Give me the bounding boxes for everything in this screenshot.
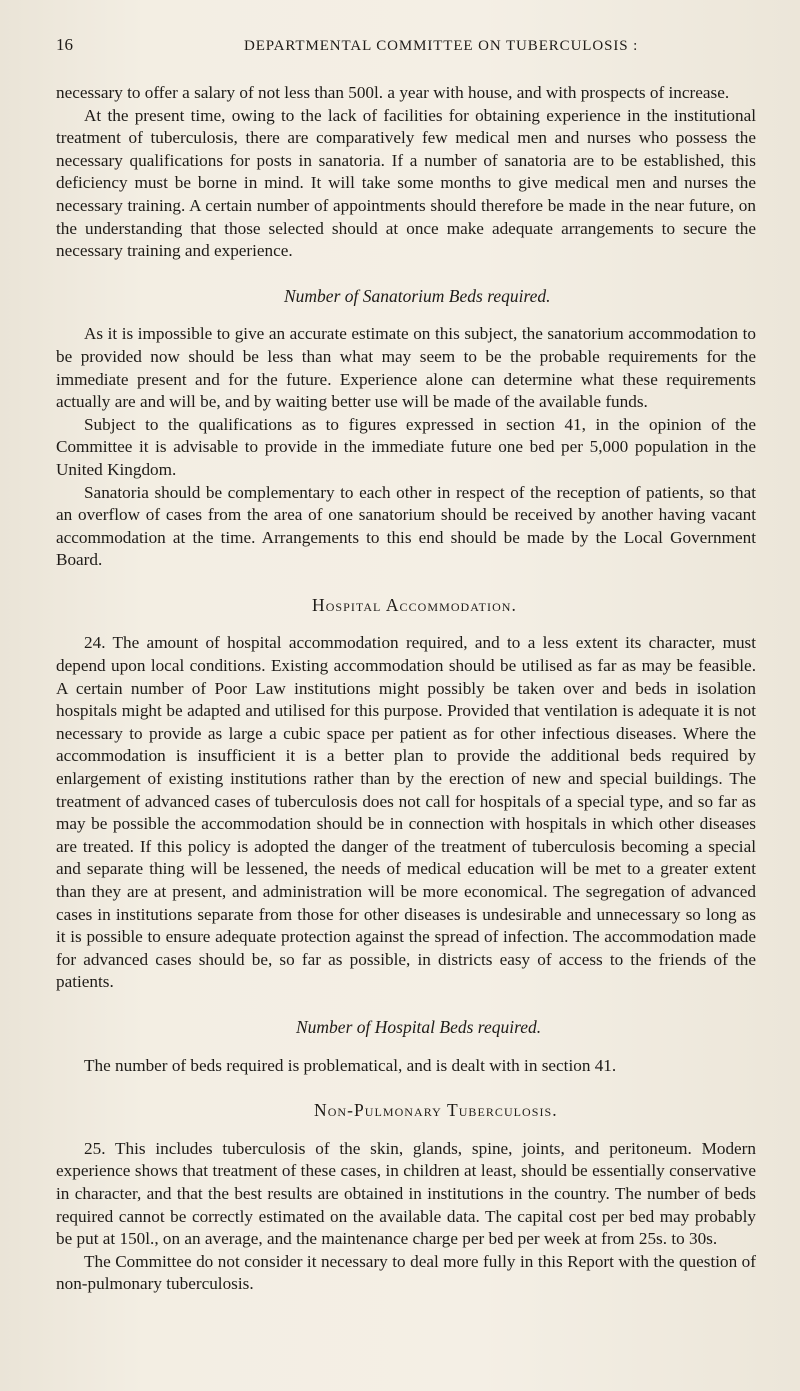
section-heading-hospital-beds: Number of Hospital Beds required. bbox=[296, 1016, 542, 1037]
section-heading-hospital-accommodation: Hospital Accommodation. bbox=[312, 594, 517, 615]
section-heading-non-pulmonary: Non-Pulmonary Tuberculosis. bbox=[314, 1100, 558, 1121]
continuation-paragraph: necessary to offer a salary of not less than 500l. a year with house, and with prospects of increase. bbox=[56, 83, 730, 102]
sanatorium-paragraph-3: Sanatoria should be complementary to each other in respect of the reception of patients, so that an overflow of cases from the area of one sanatorium should be received by another having vacant accommodation at the time. Arrangements to this end should be made by the Local Government Board. bbox=[56, 482, 756, 570]
paragraph-25: 25. This includes tuberculosis of the skin, glands, spine, joints, and peritoneum. Modern experience shows that treatment of these cases, in children at least, should be essentially conservative in character, and that the best results are obtained in institutions in the country. The number of beds required cannot be correctly estimated on the available data. The capital cost per bed may probably be put at 150l., on an average, and the maintenance charge per bed per week at from 25s. to 30s. bbox=[56, 1138, 756, 1249]
page-header bbox=[56, 34, 756, 62]
page-number: 16 bbox=[56, 35, 73, 54]
running-title: DEPARTMENTAL COMMITTEE ON TUBERCULOSIS : bbox=[244, 38, 639, 54]
sanatorium-paragraph-2: Subject to the qualifications as to figures expressed in section 41, in the opinion of the Committee it is advisable to provide in the immediate future one bed per 5,000 population in the United Kingdom. bbox=[56, 414, 756, 479]
paragraph-24: 24. The amount of hospital accommodation required, and to a less extent its character, must depend upon local conditions. Existing accommodation should be utilised as far as may be feasible. A certain number of Poor Law institutions might possibly be taken over and beds in isolation hospitals might be adapted and utilised for this purpose. Provided that ventilation is adequate it is not necessary to provide as large a cubic space per patient as for other infectious diseases. Where the accommodation is insufficient it is a better plan to provide the additional beds required by enlargement of existing institutions rather than by the erection of new and special buildings. The treatment of advanced cases of tuberculosis does not call for hospitals of a special type, and so far as may be possible the accommodation should be in connection with hospitals in which other diseases are treated. If this policy is adopted the danger of the treatment of tuberculosis becoming a special and separate thing will be lessened, the needs of medical education will be met to a greater extent than they are at present, and administration will be more economical. The segregation of advanced cases in institutions separate from those for other diseases is undesirable and unnecessary so long as it is possible to ensure adequate protection against the spread of infection. The accommodation made for advanced cases should be, so far as possible, in districts easy of access to the friends of the patients. bbox=[56, 633, 756, 992]
training-paragraph: At the present time, owing to the lack of facilities for obtaining experience in the institutional treatment of tuberculosis, there are comparatively few medical men and nurses who possess the necessary qualifications for posts in sanatoria. If a number of sanatoria are to be established, this deficiency must be borne in mind. It will take some months to give medical men and nurses the necessary training. A certain number of appointments should therefore be made in the near future, on the understanding that those selected should at once make adequate arrangements to secure the necessary training and experience. bbox=[56, 105, 756, 261]
hospital-beds-paragraph: The number of beds required is problematical, and is dealt with in section 41. bbox=[84, 1055, 617, 1075]
sanatorium-paragraph-1: As it is impossible to give an accurate estimate on this subject, the sanatorium accommodation to be provided now should be less than what may seem to be the probable requirements for the immediate present and for the future. Experience alone can determine what these requirements actually are and will be, and by waiting better use will be made of the available funds. bbox=[56, 324, 756, 412]
section-heading-sanatorium-beds: Number of Sanatorium Beds required. bbox=[284, 285, 551, 306]
committee-paragraph: The Committee do not consider it necessary to deal more fully in this Report with the question of non-pulmonary tuberculosis. bbox=[56, 1251, 756, 1294]
